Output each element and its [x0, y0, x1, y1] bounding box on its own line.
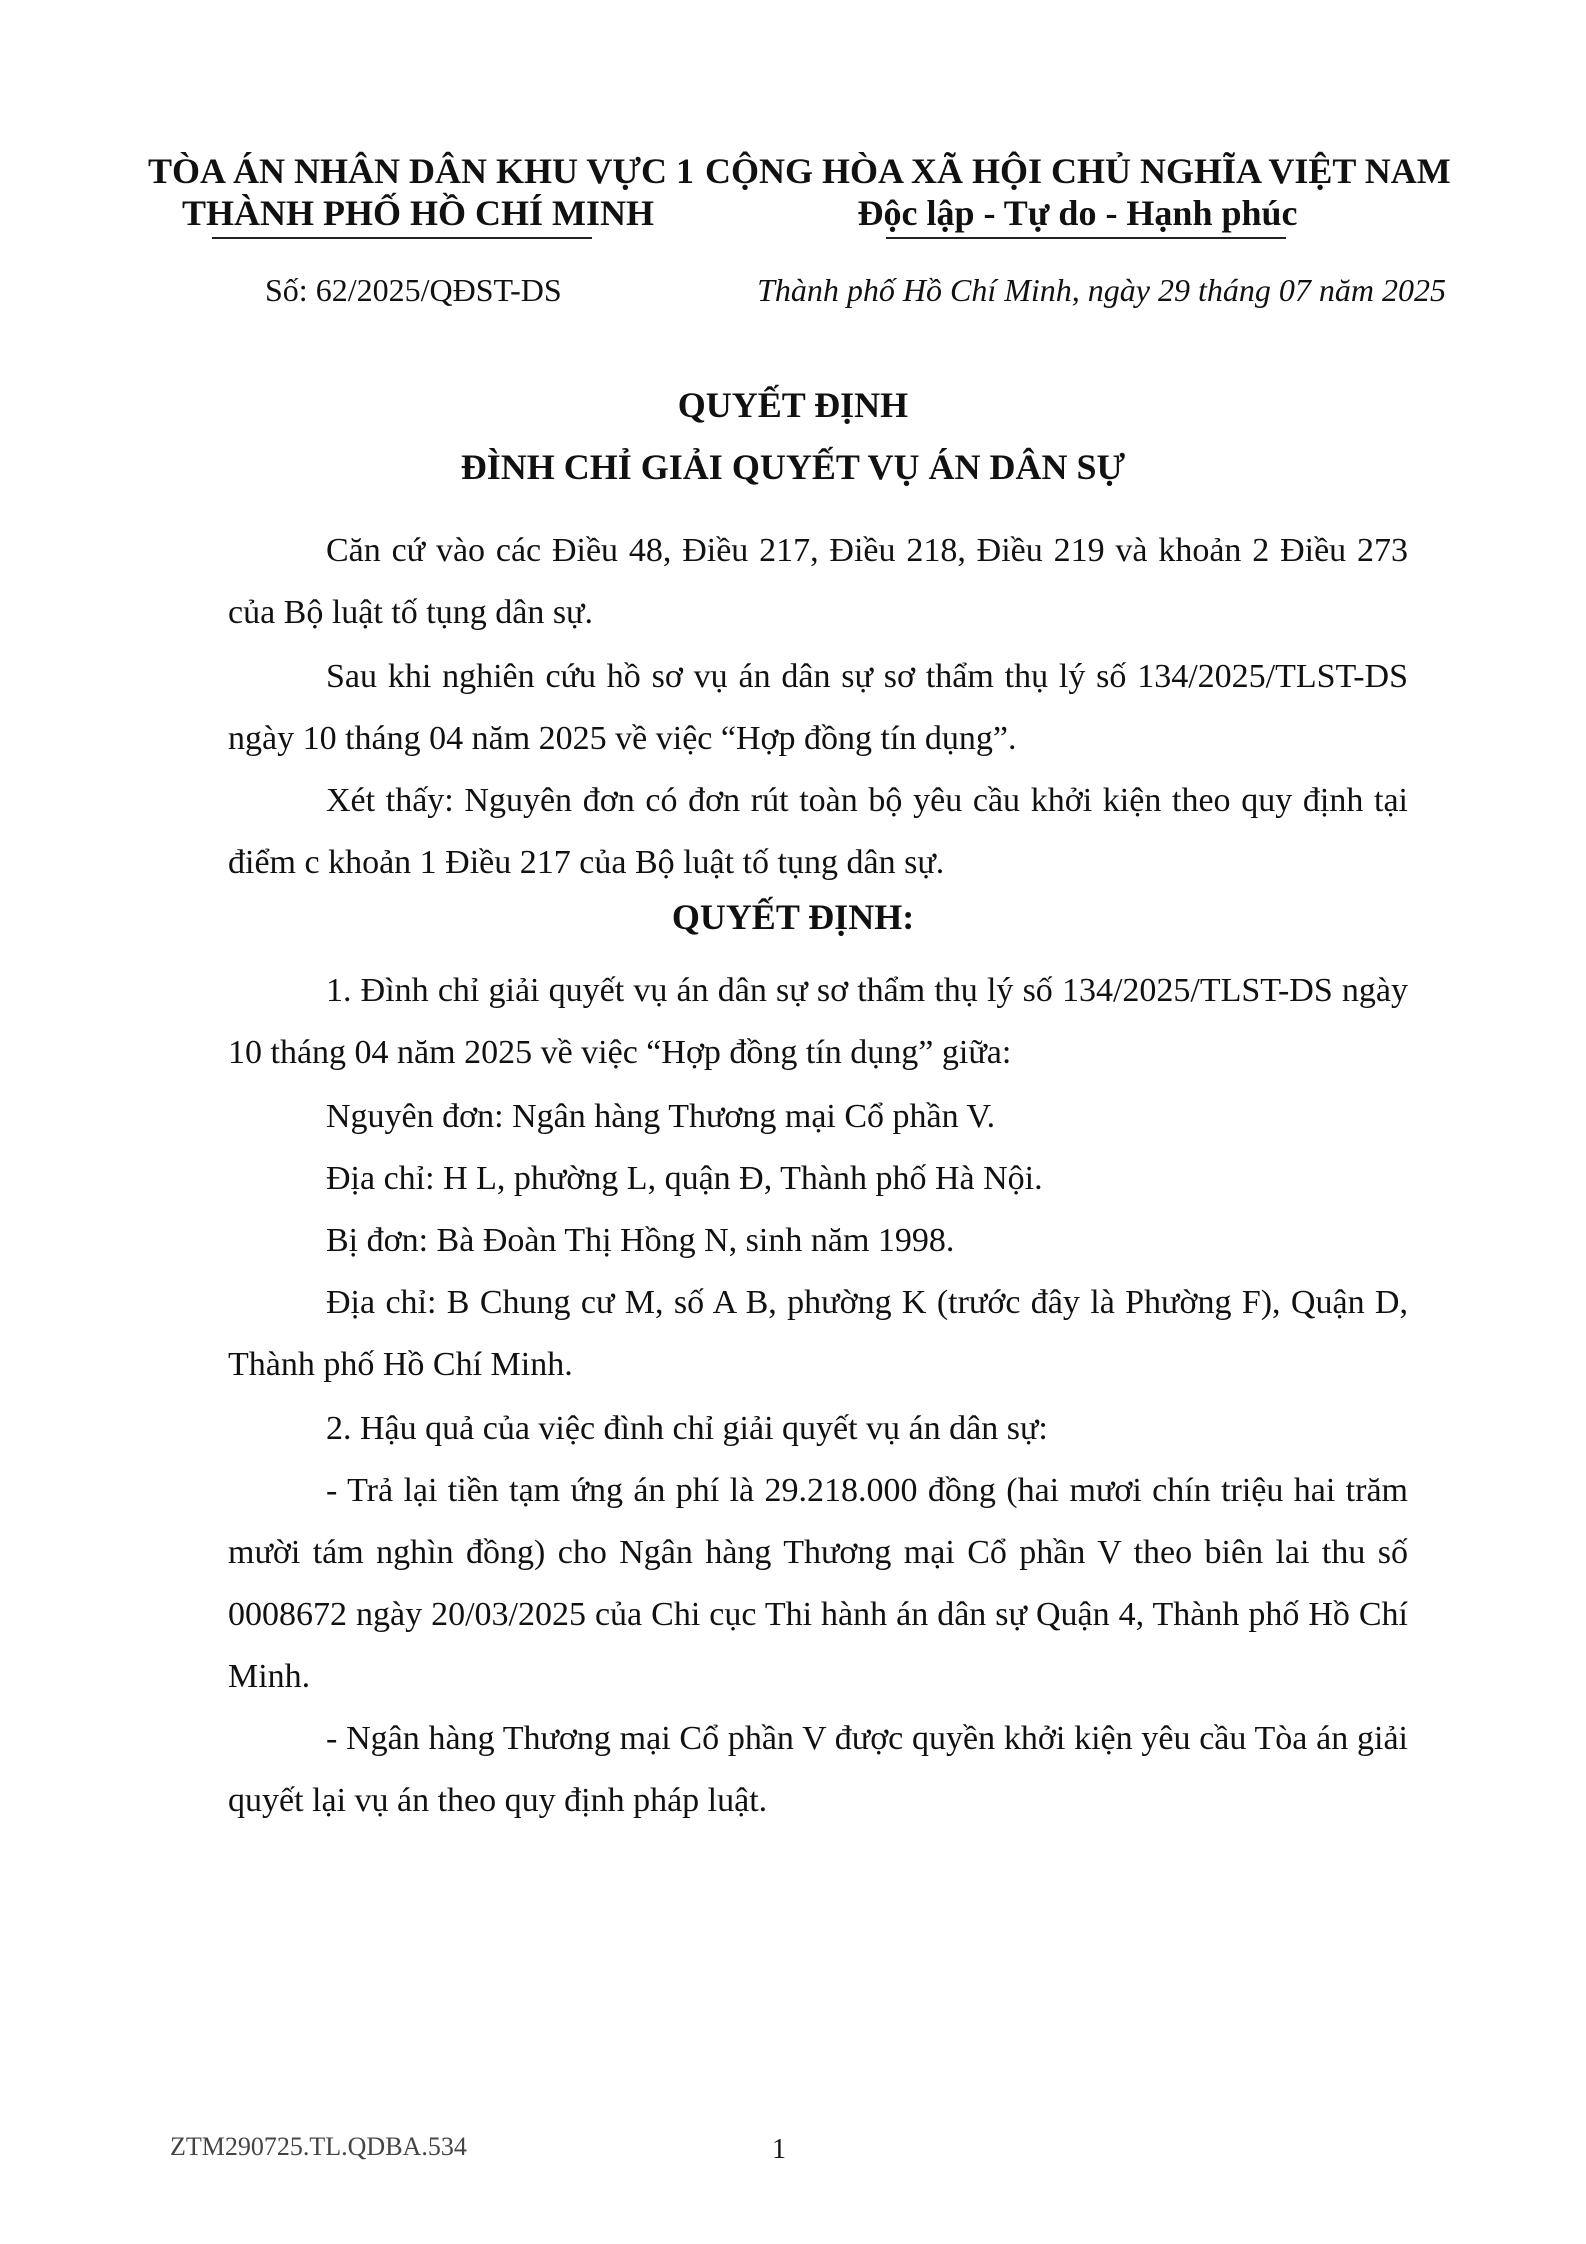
motto: Độc lập - Tự do - Hạnh phúc — [857, 193, 1298, 233]
national-motto — [705, 150, 1450, 234]
decision-paragraph: Nguyên đơn: Ngân hàng Thương mại Cổ phần V. — [326, 1098, 996, 1135]
decision-heading: QUYẾT ĐỊNH: — [671, 897, 915, 937]
document-title: QUYẾT ĐỊNH — [677, 385, 909, 425]
document-code: ZTM290725.TL.QDBA.534 — [170, 2132, 467, 2161]
document-number: Số: 62/2025/QĐST-DS — [265, 272, 562, 308]
motto-underline — [886, 237, 1286, 239]
document-subtitle: ĐÌNH CHỈ GIẢI QUYẾT VỤ ÁN DÂN SỰ — [460, 447, 1126, 487]
court-name-underline — [212, 237, 592, 239]
decision-paragraph: - Trả lại tiền tạm ứng án phí là 29.218.000 đồng (hai mươi chín triệu hai trăm mười tám nghìn đồng) cho Ngân hàng Thương mại Cổ phần V theo biên lai thu số 0008672 ngày 20/03/2025 của Chi cục Thi hành án dân sự Quận 4, Thành phố Hồ Chí Minh. — [228, 1472, 1408, 1695]
decision-paragraph: Bị đơn: Bà Đoàn Thị Hồng N, sinh năm 1998. — [326, 1222, 955, 1259]
court-name-line1: TÒA ÁN NHÂN DÂN KHU VỰC 1 — [148, 151, 695, 191]
page-number: 1 — [772, 2134, 786, 2165]
decision-paragraph: 2. Hậu quả của việc đình chỉ giải quyết vụ án dân sự: — [326, 1410, 1048, 1447]
preamble-paragraph: Sau khi nghiên cứu hồ sơ vụ án dân sự sơ thẩm thụ lý số 134/2025/TLST-DS ngày 10 tháng 04 năm 2025 về việc “Hợp đồng tín dụng”. — [228, 658, 1408, 757]
court-name — [148, 150, 695, 234]
decision-paragraph: Địa chỉ: H L, phường L, quận Đ, Thành phố Hà Nội. — [326, 1160, 1043, 1197]
preamble-paragraph: Căn cứ vào các Điều 48, Điều 217, Điều 218, Điều 219 và khoản 2 Điều 273 của Bộ luật tố tụng dân sự. — [228, 532, 1408, 631]
court-name-line2: THÀNH PHỐ HỒ CHÍ MINH — [181, 193, 654, 233]
preamble-paragraph: Xét thấy: Nguyên đơn có đơn rút toàn bộ yêu cầu khởi kiện theo quy định tại điểm c khoản 1 Điều 217 của Bộ luật tố tụng dân sự. — [228, 782, 1408, 881]
national-name: CỘNG HÒA XÃ HỘI CHỦ NGHĨA VIỆT NAM — [705, 151, 1451, 191]
place-date: Thành phố Hồ Chí Minh, ngày 29 tháng 07 năm 2025 — [757, 272, 1446, 308]
decision-paragraph: - Ngân hàng Thương mại Cổ phần V được quyền khởi kiện yêu cầu Tòa án giải quyết lại vụ án theo quy định pháp luật. — [228, 1720, 1408, 1819]
decision-paragraph: 1. Đình chỉ giải quyết vụ án dân sự sơ thẩm thụ lý số 134/2025/TLST-DS ngày 10 tháng 04 năm 2025 về việc “Hợp đồng tín dụng” giữa: — [228, 972, 1408, 1071]
decision-paragraph: Địa chỉ: B Chung cư M, số A B, phường K (trước đây là Phường F), Quận D, Thành phố Hồ Chí Minh. — [228, 1284, 1408, 1383]
